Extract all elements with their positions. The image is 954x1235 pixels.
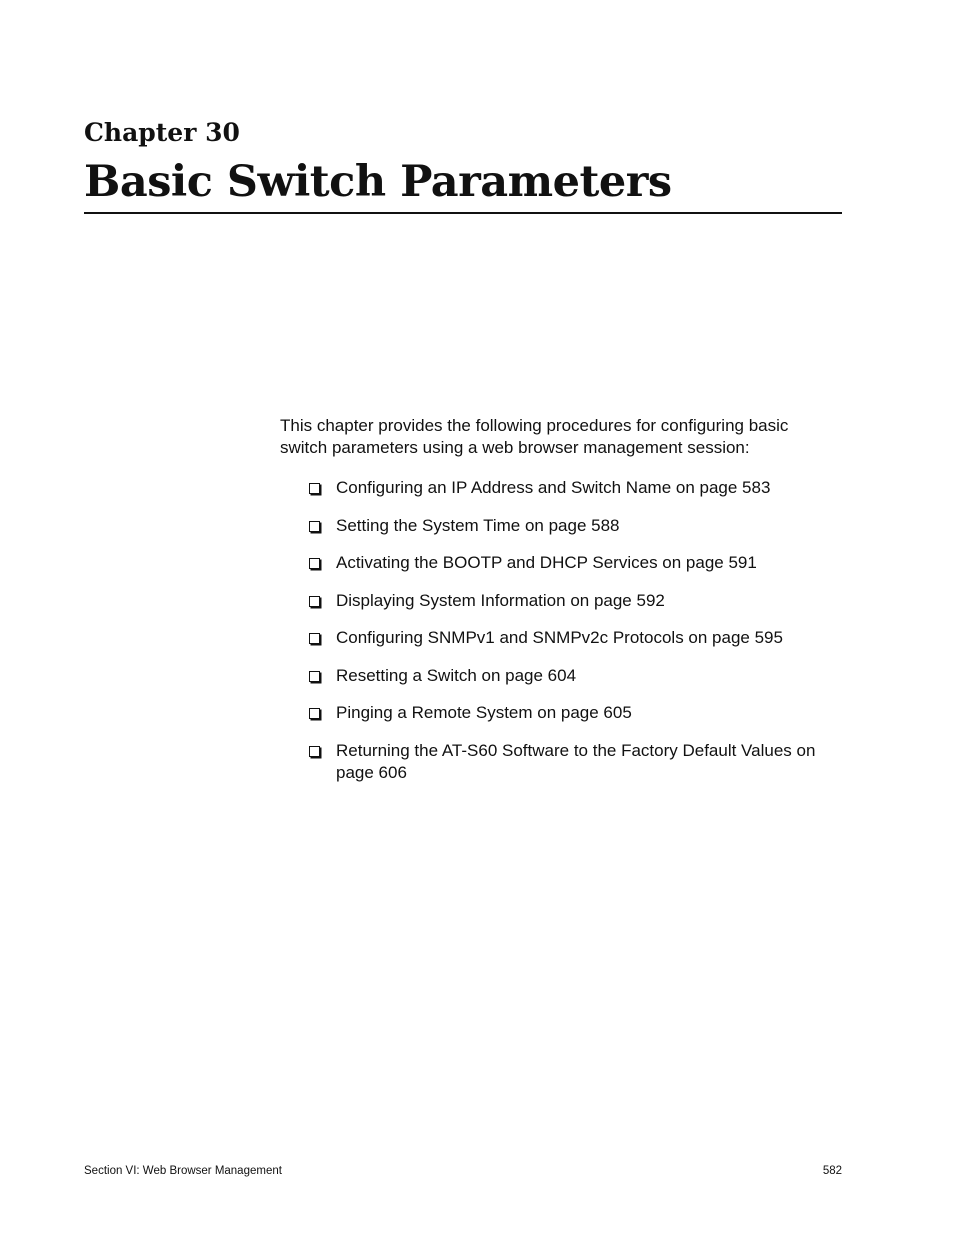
checkbox-bullet-icon <box>309 708 320 719</box>
procedure-link[interactable]: Configuring SNMPv1 and SNMPv2c Protocols on page 595 <box>336 628 783 647</box>
list-item <box>280 477 840 499</box>
list-item <box>280 627 840 649</box>
chapter-title: Basic Switch Parameters <box>84 157 672 207</box>
checkbox-bullet-icon <box>309 558 320 569</box>
procedure-link[interactable]: Activating the BOOTP and DHCP Services on page 591 <box>336 553 757 572</box>
checkbox-bullet-icon <box>309 521 320 532</box>
chapter-body <box>280 415 840 799</box>
checkbox-bullet-icon <box>309 671 320 682</box>
procedure-link[interactable]: Returning the AT-S60 Software to the Factory Default Values on page 606 <box>336 740 816 782</box>
title-divider <box>84 212 842 214</box>
footer-section-title: Section VI: Web Browser Management <box>84 1165 282 1177</box>
checkbox-bullet-icon <box>309 596 320 607</box>
chapter-label: Chapter 30 <box>84 118 240 147</box>
list-item <box>280 552 840 574</box>
list-item <box>280 740 840 784</box>
checkbox-bullet-icon <box>309 746 320 757</box>
list-item <box>280 702 840 724</box>
procedure-list <box>280 477 840 784</box>
list-item <box>280 590 840 612</box>
procedure-link[interactable]: Configuring an IP Address and Switch Name on page 583 <box>336 478 771 497</box>
intro-paragraph: This chapter provides the following procedures for configuring basic switch parameters using a web browser management session: <box>280 416 789 457</box>
procedure-link[interactable]: Resetting a Switch on page 604 <box>336 665 577 685</box>
list-item <box>280 665 840 687</box>
procedure-link[interactable]: Displaying System Information on page 592 <box>336 590 665 610</box>
list-item <box>280 515 840 537</box>
procedure-link[interactable]: Setting the System Time on page 588 <box>336 515 620 535</box>
procedure-link[interactable]: Pinging a Remote System on page 605 <box>336 703 632 722</box>
footer-page-number: 582 <box>822 1165 842 1177</box>
checkbox-bullet-icon <box>309 633 320 644</box>
checkbox-bullet-icon <box>309 483 320 494</box>
